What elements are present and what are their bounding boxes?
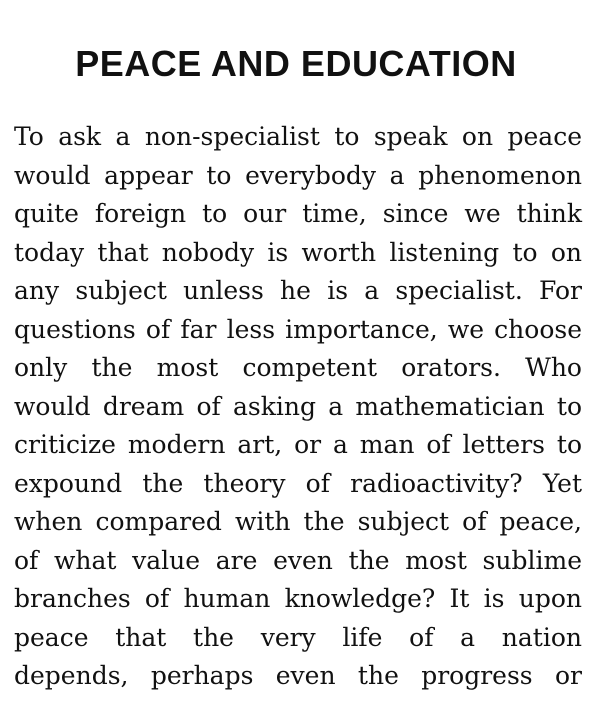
text-line: branches of human knowledge? It is upon: [14, 584, 582, 613]
text-line: today that nobody is worth listening to on: [14, 237, 582, 267]
text-line: only the most competent orators. Who: [14, 353, 582, 382]
text-line: depends, perhaps even the progress or: [14, 661, 582, 690]
text-line: peace that the very life of a nation: [14, 622, 582, 652]
text-line: quite foreign to our time, since we think: [14, 199, 582, 228]
text-line: To ask a non-specialist to speak on peace: [14, 122, 582, 151]
text-line: of what value are even the most sublime: [14, 545, 582, 575]
text-line: when compared with the subject of peace,: [14, 507, 582, 536]
body-paragraph: [14, 118, 582, 696]
text-line: would appear to everybody a phenomenon: [14, 160, 582, 190]
text-line: expound the theory of radioactivity? Yet: [14, 468, 582, 498]
page-title: PEACE AND EDUCATION: [75, 43, 517, 84]
text-line: any subject unless he is a specialist. For: [14, 276, 582, 305]
text-line: would dream of asking a mathematician to: [14, 391, 582, 421]
text-line: questions of far less importance, we choose: [14, 314, 582, 344]
text-line: criticize modern art, or a man of letters to: [14, 430, 582, 459]
